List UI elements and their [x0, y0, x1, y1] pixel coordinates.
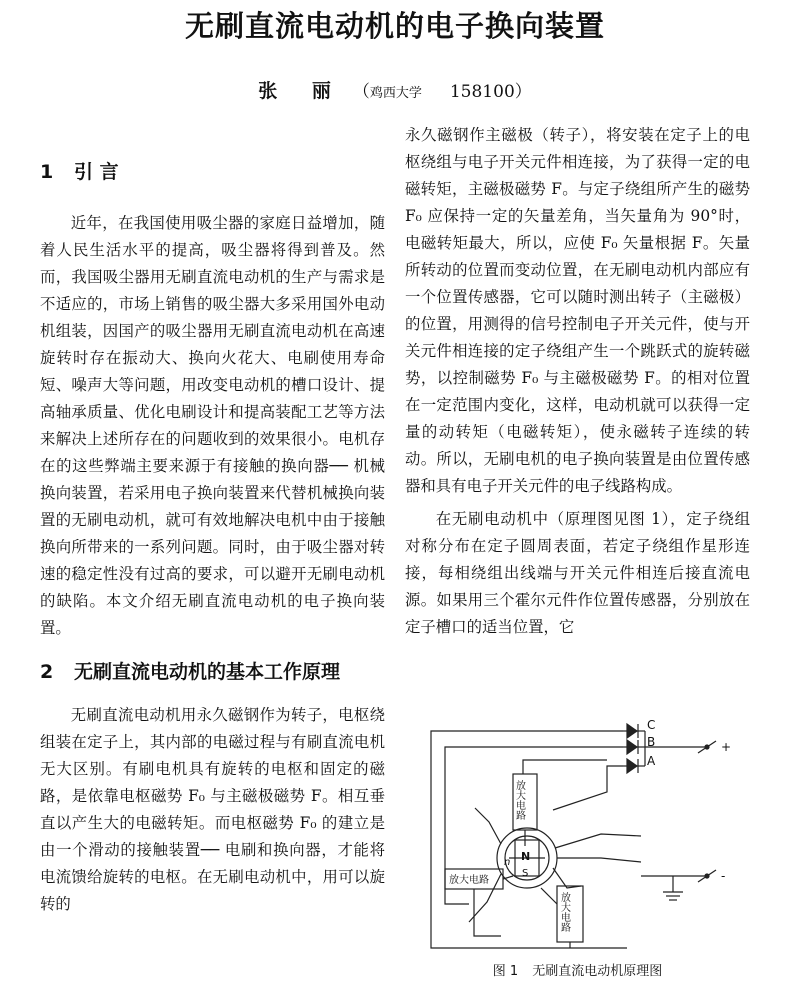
rotor-s-label: S — [522, 868, 529, 879]
hall-n-label: n — [504, 857, 511, 868]
postal-code: 158100 — [449, 82, 515, 102]
diode-a-label: A — [647, 754, 656, 768]
affiliation: 鸡西大学 — [369, 86, 422, 101]
plus-label: + — [721, 740, 732, 754]
section-number: 2 — [40, 661, 54, 683]
minus-label: - — [721, 869, 726, 883]
paragraph-intro: 近年，在我国使用吸尘器的家庭日益增加，随着人民生活水平的提高，吸尘器将得到普及。然而，我国吸尘器用无刷直流电动机的生产与需求是不适应的，市场上销售的吸尘器大多采用国外电动机组装，因国产的吸尘器用无刷直流电动机在高速旋转时存在振动大、换向火花大、电刷使用寿命短、噪声大等问题，用改变电动机的槽口设计、提高轴承质量、优化电刷设计和提高装配工艺等方法来解决上述所存在的问题收到的效果很小。电机存在的这些弊端主要来源于有接触的换向器── 机械换向装置，若采用电子换向装置来代替机械换向装置的无刷电动机，就可有效地解决电机中由于接触换向所带来的一系列问题。同时，由于吸尘器对转速的稳定性没有过高的要求，可以避开无刷电动机的缺陷。本文介绍无刷直流电动机的电子换向装置。 — [40, 214, 385, 637]
paragraph-principle-1: 无刷直流电动机用永久磁钢作为转子，电枢绕组装在定子上，其内部的电磁过程与有刷直流电机无大区别。有刷电机具有旋转的电枢和固定的磁路，是依靠电枢磁势 F₀ 与主磁极磁势 F。相互垂直以产生大的电磁转矩。而电枢磁势 F₀ 的建立是由一个滑动的接触装置── 电刷和换向器，才能将电流馈给旋转的电枢。在无刷电动机中，用可以旋转的 — [40, 706, 385, 913]
section-heading-2 — [40, 656, 385, 688]
byline — [0, 76, 790, 103]
diode-b-label: B — [647, 735, 656, 749]
section-number: 1 — [40, 161, 54, 183]
paragraph-principle-3: 在无刷电动机中（原理图见图 1），定子绕组对称分布在定子圆周表面，若定子绕组作星形连接，每相绕组出线端与开关元件相连后接直流电源。如果用三个霍尔元件作位置传感器，分别放在定子槽口的适当位置，它 — [405, 510, 750, 636]
circuit-diagram — [405, 716, 750, 956]
left-column — [40, 122, 385, 918]
figure-caption — [405, 960, 750, 979]
diode-c-label: C — [647, 718, 656, 732]
figure-number: 图 1 — [492, 964, 519, 979]
figure-1 — [405, 716, 750, 979]
amp-bottom-label: 放大电路 — [558, 892, 570, 932]
right-column — [405, 122, 750, 641]
ground-icon — [663, 892, 683, 900]
section-heading-1 — [40, 156, 385, 188]
affiliation-open: （ — [352, 82, 370, 102]
diode-b — [623, 740, 639, 754]
amp-top-label: 放大电路 — [513, 780, 525, 820]
author-name: 张 丽 — [258, 80, 345, 102]
figure-caption-text: 无刷直流电动机原理图 — [532, 964, 663, 979]
section-title: 无刷直流电动机的基本工作原理 — [74, 661, 341, 683]
diode-c — [623, 724, 639, 738]
affiliation-close: ） — [514, 82, 532, 102]
paper-title: 无刷直流电动机的电子换向装置 — [184, 9, 605, 43]
paragraph-principle-2: 永久磁钢作主磁极（转子），将安装在定子上的电枢绕组与电子开关元件相连接，为了获得一定的电磁转矩，主磁极磁势 F。与定子绕组所产生的磁势 F₀ 应保持一定的矢量差角，当矢量角为 90°时，电磁转矩最大，所以，应使 F₀ 矢量根据 F。矢量所转动的位置而变动位置，在无刷电动机内部应有一个位置传感器，它可以随时测出转子（主磁极）的位置，用测得的信号控制电子开关元件，使与开关元件相连接的定子绕组产生一个跳跃式的旋转磁势，以控制磁势 F₀ 与主磁极磁势 F。的相对位置在一定范围内变化，这样，电动机就可以获得一定量的动转矩（电磁转矩），使永磁转子连续的转动。所以，无刷电机的电子换向装置是由位置传感器和具有电子开关元件的电子线路构成。 — [405, 126, 750, 495]
section-title: 引 言 — [74, 161, 119, 183]
amp-left-label: 放大电路 — [449, 875, 489, 886]
rotor-n-label: N — [521, 850, 531, 863]
diode-a — [623, 759, 639, 773]
